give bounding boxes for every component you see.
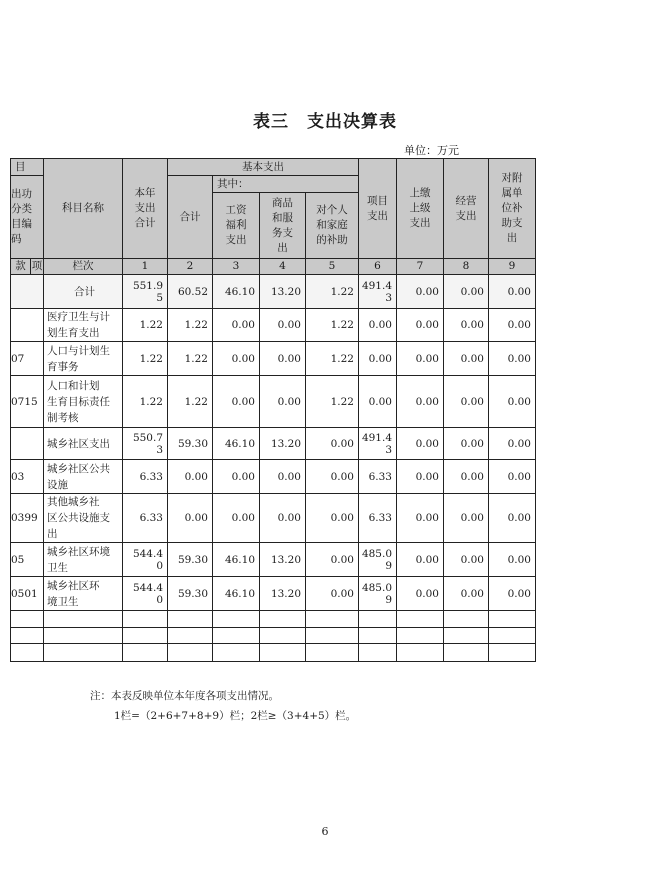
value-cell: 485.0 9 <box>359 577 397 611</box>
table-row <box>11 494 536 543</box>
value-cell: 1.22 <box>168 309 213 342</box>
value-cell: 0.00 <box>444 577 489 611</box>
value-cell: 0.00 <box>260 309 306 342</box>
code-col-header: 出功 分类 目编 码 <box>11 176 44 259</box>
value-cell: 59.30 <box>168 577 213 611</box>
value-cell: 544.4 0 <box>123 543 168 577</box>
value-cell: 0.00 <box>260 494 306 543</box>
empty-row <box>11 644 536 662</box>
subject-name: 城乡社区支出 <box>44 428 123 460</box>
value-cell: 1.22 <box>123 376 168 428</box>
xiang-header: 项 <box>31 259 44 275</box>
value-cell: 0.00 <box>489 376 536 428</box>
value-cell: 0.00 <box>444 460 489 494</box>
note-line-2: 1栏=（2+6+7+8+9）栏；2栏≥（3+4+5）栏。 <box>114 710 357 722</box>
value-cell: 1.22 <box>123 309 168 342</box>
value-cell: 6.33 <box>123 460 168 494</box>
column-number: 2 <box>168 259 213 275</box>
personal-header: 对个人 和家庭 的补助 <box>306 193 359 259</box>
subject-name: 城乡社区环境 卫生 <box>44 543 123 577</box>
subject-name: 城乡社区公共 设施 <box>44 460 123 494</box>
value-cell: 59.30 <box>168 543 213 577</box>
column-number: 4 <box>260 259 306 275</box>
subject-code: 0715 <box>11 376 44 428</box>
subject-code: 05 <box>11 543 44 577</box>
value-cell: 0.00 <box>397 342 444 376</box>
value-cell: 59.30 <box>168 428 213 460</box>
table-row <box>11 460 536 494</box>
value-cell: 1.22 <box>123 342 168 376</box>
subject-code: 03 <box>11 460 44 494</box>
value-cell: 1.22 <box>168 376 213 428</box>
subsidy-expense-header: 对附 属单 位补 助支 出 <box>489 159 536 259</box>
value-cell: 0.00 <box>260 342 306 376</box>
value-cell: 0.00 <box>444 428 489 460</box>
value-cell: 0.00 <box>306 543 359 577</box>
value-cell: 0.00 <box>306 494 359 543</box>
column-number: 6 <box>359 259 397 275</box>
value-cell: 550.7 3 <box>123 428 168 460</box>
value-cell: 0.00 <box>489 309 536 342</box>
page-title: 表三 支出决算表 <box>253 112 397 132</box>
value-cell: 0.00 <box>397 494 444 543</box>
value-cell: 0.00 <box>168 460 213 494</box>
subject-code: 07 <box>11 342 44 376</box>
value-cell: 0.00 <box>306 428 359 460</box>
value-cell: 1.22 <box>306 376 359 428</box>
notes <box>90 686 356 726</box>
unit-label: 单位：万元 <box>404 144 459 157</box>
row-label-header: 栏次 <box>44 259 123 275</box>
value-cell: 0.00 <box>213 309 260 342</box>
project-expense-header: 项目 支出 <box>359 159 397 259</box>
value-cell: 0.00 <box>306 460 359 494</box>
value-cell: 544.4 0 <box>123 577 168 611</box>
value-cell: 0.00 <box>260 376 306 428</box>
value-cell: 0.00 <box>397 309 444 342</box>
subject-name: 其他城乡社 区公共设施支 出 <box>44 494 123 543</box>
value-cell: 0.00 <box>489 428 536 460</box>
subject-code <box>11 428 44 460</box>
empty-row <box>11 611 536 628</box>
goods-header: 商品 和服 务支 出 <box>260 193 306 259</box>
column-number: 8 <box>444 259 489 275</box>
value-cell: 1.22 <box>306 275 359 309</box>
value-cell: 0.00 <box>260 460 306 494</box>
table-row <box>11 376 536 428</box>
value-cell: 0.00 <box>397 376 444 428</box>
value-cell: 0.00 <box>489 342 536 376</box>
value-cell: 13.20 <box>260 543 306 577</box>
wages-header: 工资 福利 支出 <box>213 193 260 259</box>
value-cell: 0.00 <box>213 342 260 376</box>
value-cell: 0.00 <box>489 275 536 309</box>
empty-row <box>11 628 536 644</box>
value-cell: 46.10 <box>213 543 260 577</box>
subject-name: 人口和计划 生育目标责任 制考核 <box>44 376 123 428</box>
value-cell: 6.33 <box>359 494 397 543</box>
value-cell: 491.4 3 <box>359 428 397 460</box>
value-cell: 551.9 5 <box>123 275 168 309</box>
value-cell: 6.33 <box>123 494 168 543</box>
value-cell: 0.00 <box>213 460 260 494</box>
basic-expense-header: 基本支出 <box>168 159 359 176</box>
value-cell: 0.00 <box>444 494 489 543</box>
column-number: 1 <box>123 259 168 275</box>
table-row <box>11 543 536 577</box>
table-row <box>11 275 536 309</box>
value-cell: 0.00 <box>397 577 444 611</box>
value-cell: 0.00 <box>444 376 489 428</box>
value-cell: 0.00 <box>444 275 489 309</box>
value-cell: 0.00 <box>489 494 536 543</box>
note-line-1: 注：本表反映单位本年度各项支出情况。 <box>90 690 279 702</box>
value-cell: 0.00 <box>444 342 489 376</box>
subject-name: 医疗卫生与计 划生育支出 <box>44 309 123 342</box>
subject-code: 0501 <box>11 577 44 611</box>
value-cell: 0.00 <box>489 543 536 577</box>
value-cell: 13.20 <box>260 428 306 460</box>
table-row <box>11 342 536 376</box>
value-cell: 6.33 <box>359 460 397 494</box>
code-col-top-header: 目 <box>11 159 44 176</box>
value-cell: 0.00 <box>168 494 213 543</box>
of-which-header: 其中： <box>213 176 359 193</box>
subject-name: 合计 <box>44 275 123 309</box>
subject-name: 人口与计划生 育事务 <box>44 342 123 376</box>
value-cell: 0.00 <box>397 275 444 309</box>
expenditure-table <box>10 158 536 662</box>
value-cell: 46.10 <box>213 275 260 309</box>
value-cell: 0.00 <box>489 460 536 494</box>
value-cell: 0.00 <box>489 577 536 611</box>
value-cell: 491.4 3 <box>359 275 397 309</box>
value-cell: 46.10 <box>213 577 260 611</box>
business-expense-header: 经营 支出 <box>444 159 489 259</box>
value-cell: 485.0 9 <box>359 543 397 577</box>
value-cell: 0.00 <box>213 494 260 543</box>
value-cell: 1.22 <box>168 342 213 376</box>
value-cell: 46.10 <box>213 428 260 460</box>
subject-code: 0399 <box>11 494 44 543</box>
value-cell: 0.00 <box>359 376 397 428</box>
column-number: 3 <box>213 259 260 275</box>
column-number: 9 <box>489 259 536 275</box>
value-cell: 13.20 <box>260 275 306 309</box>
total-expense-header: 本年 支出 合计 <box>123 159 168 259</box>
upper-expense-header: 上缴 上级 支出 <box>397 159 444 259</box>
value-cell: 60.52 <box>168 275 213 309</box>
table-row <box>11 428 536 460</box>
value-cell: 0.00 <box>444 309 489 342</box>
value-cell: 0.00 <box>397 543 444 577</box>
kuan-header: 款 <box>11 259 31 275</box>
value-cell: 0.00 <box>359 309 397 342</box>
table-row <box>11 577 536 611</box>
value-cell: 13.20 <box>260 577 306 611</box>
value-cell: 0.00 <box>306 577 359 611</box>
value-cell: 0.00 <box>213 376 260 428</box>
value-cell: 0.00 <box>397 460 444 494</box>
value-cell: 1.22 <box>306 342 359 376</box>
subject-code <box>11 275 44 309</box>
value-cell: 0.00 <box>359 342 397 376</box>
subject-name: 城乡社区环 境卫生 <box>44 577 123 611</box>
subject-code <box>11 309 44 342</box>
basic-total-header: 合计 <box>168 176 213 259</box>
value-cell: 0.00 <box>397 428 444 460</box>
value-cell: 0.00 <box>444 543 489 577</box>
value-cell: 1.22 <box>306 309 359 342</box>
table-row <box>11 309 536 342</box>
column-number: 5 <box>306 259 359 275</box>
subject-name-header: 科目名称 <box>44 159 123 259</box>
page-number: 6 <box>321 825 329 838</box>
column-number: 7 <box>397 259 444 275</box>
